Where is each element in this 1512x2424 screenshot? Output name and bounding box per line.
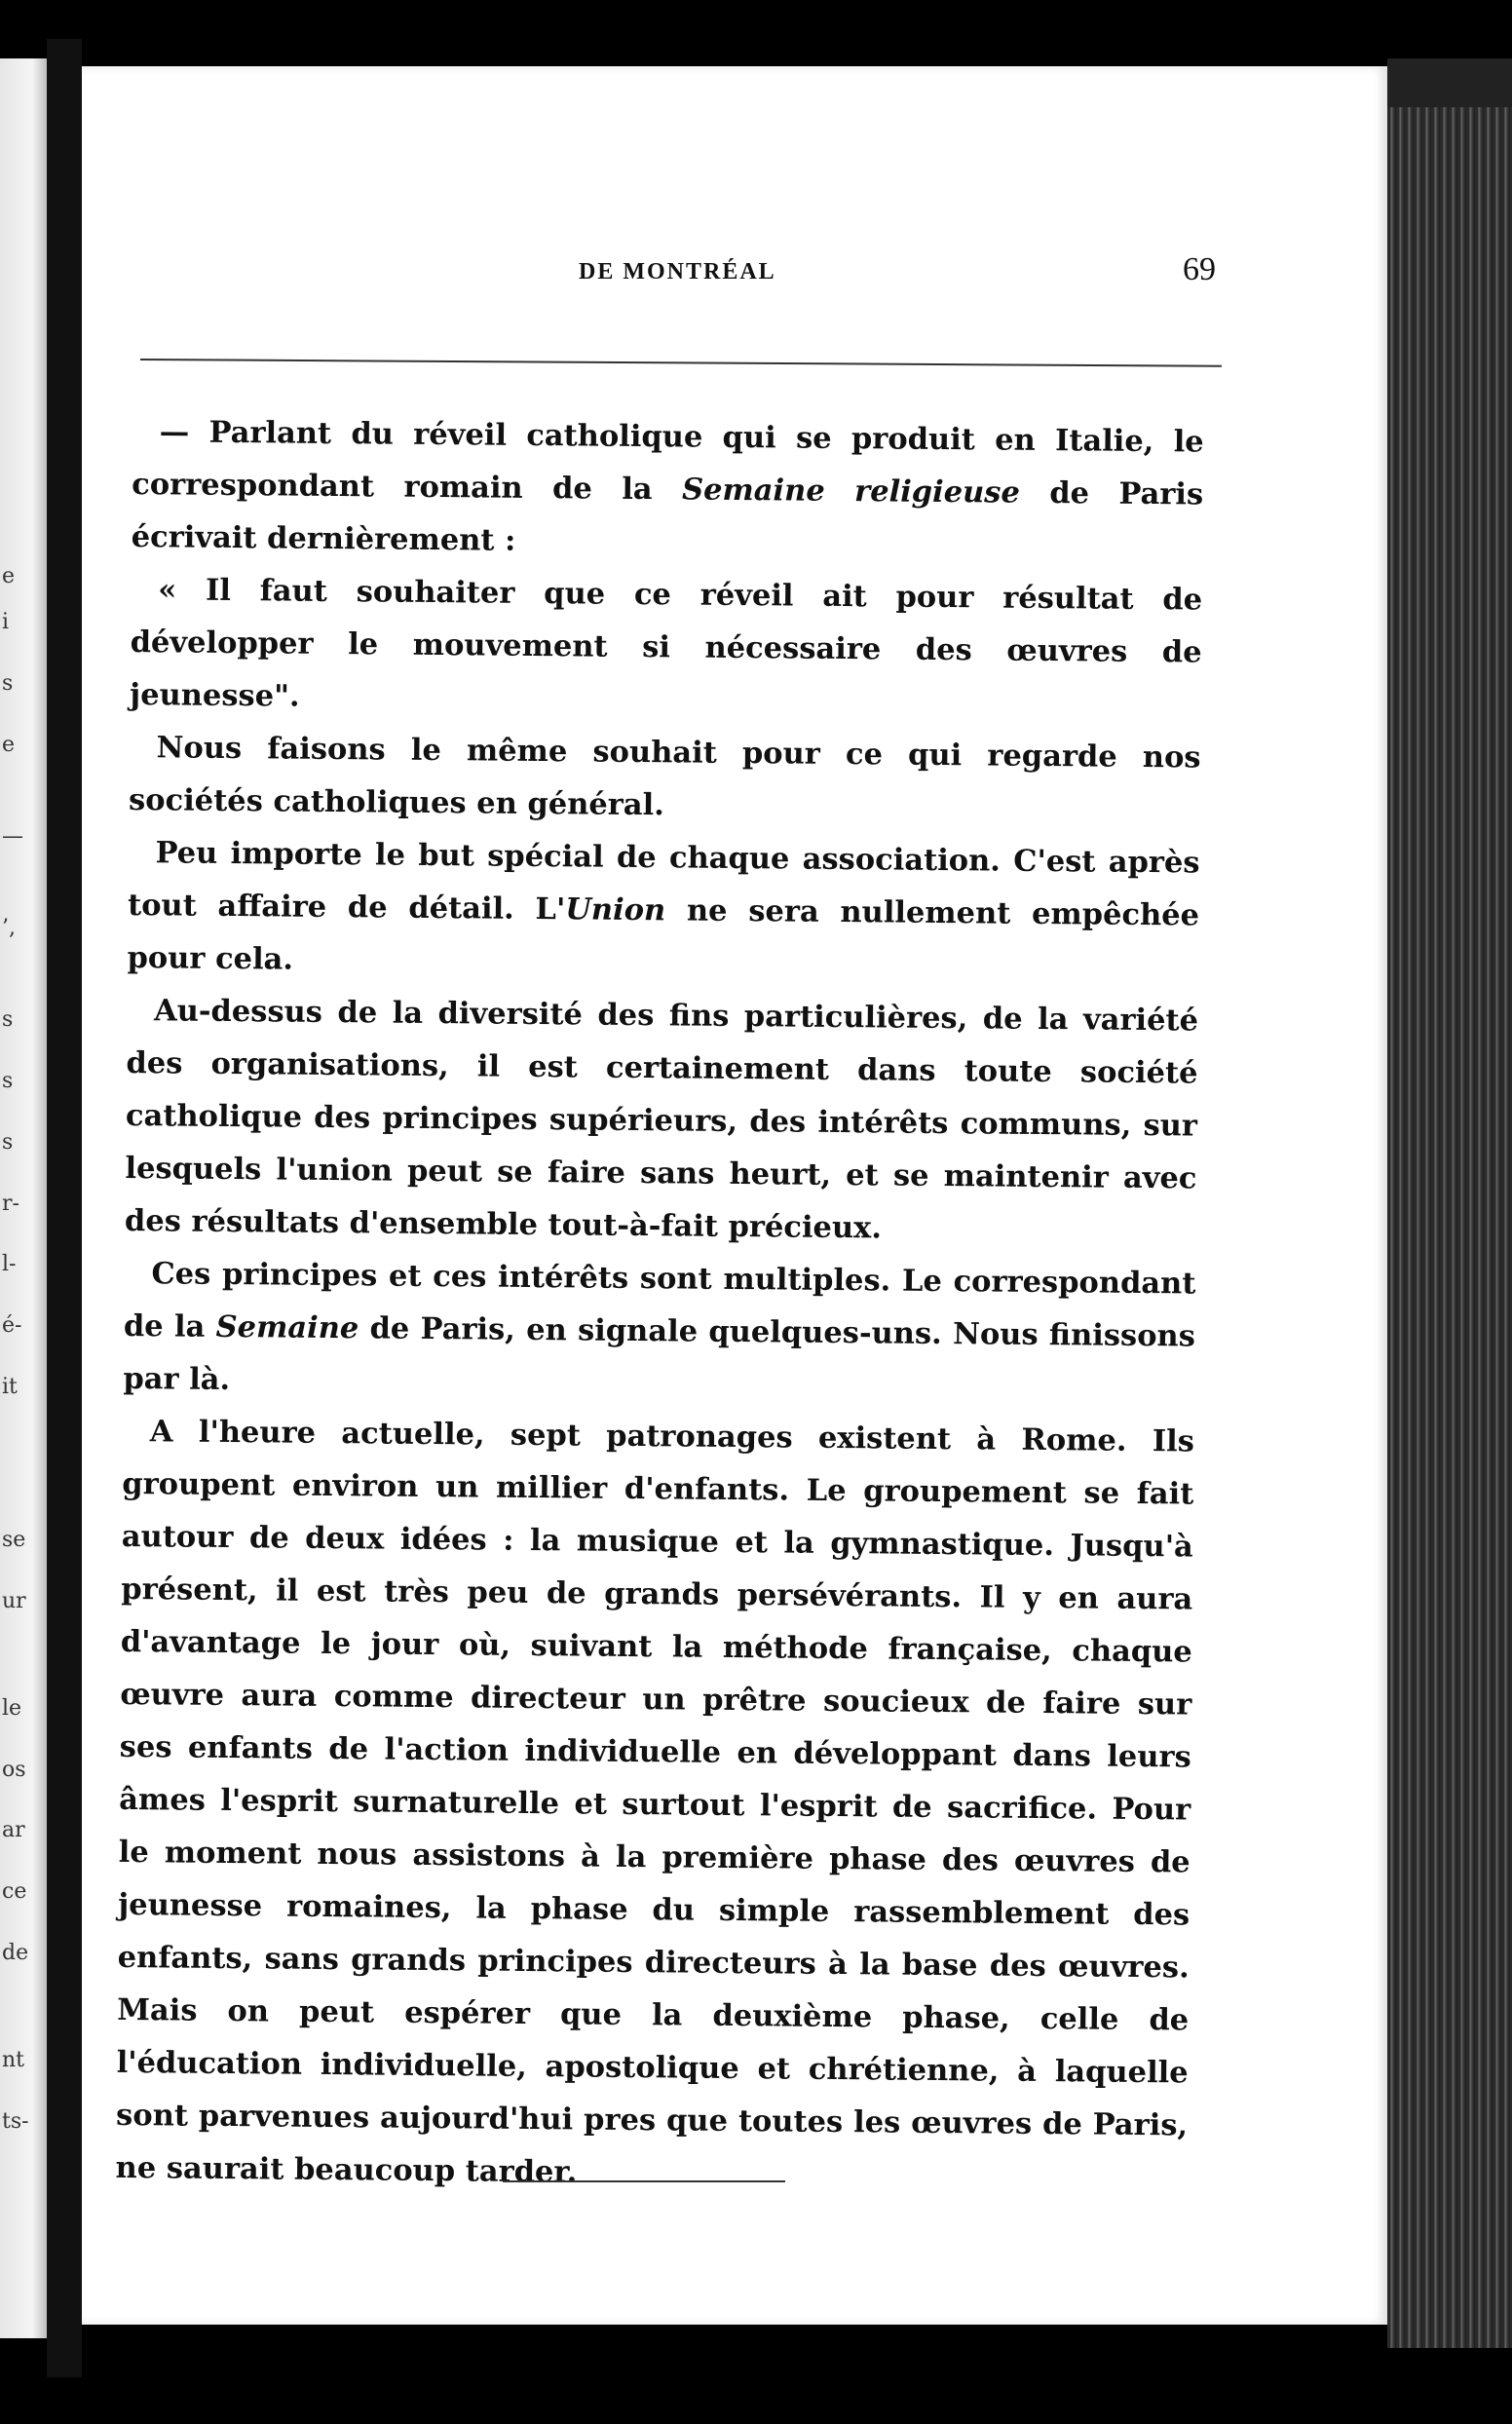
facing-page-fragment: ts- <box>2 2108 29 2134</box>
text-run: de Paris écrivait dernièrement : <box>131 474 1204 558</box>
facing-page-fragment: ce <box>2 1879 27 1905</box>
text-run: ne sera nullement empêchée pour cela. <box>127 892 1200 977</box>
text-run: Nous faisons le même souhait pour ce qui regarde nos sociétés catholiques en général. <box>128 730 1201 823</box>
text-run: Au-dessus de la diversité des fins particulières, de la variété des organisations, il est certainement dans toute société catholique des principes supérieurs, des intérêts communs, sur lesquels l'union peut se faire sans heurt, et se maintenir avec des résultats d'ensemble tout-à-fait précieux. <box>124 993 1199 1246</box>
italic-text: Union <box>565 891 666 928</box>
italic-text: Semaine <box>215 1308 359 1346</box>
facing-page-fragment: e <box>2 732 16 757</box>
facing-page-fragment: ar <box>2 1818 25 1843</box>
facing-page-fragment: de <box>2 1940 29 1965</box>
paragraph <box>125 984 1199 1258</box>
paragraph <box>123 1247 1196 1416</box>
facing-page-fragment: l- <box>2 1252 17 1277</box>
book-page <box>82 66 1387 2325</box>
text-run: de Paris, en signale quelques-uns. Nous finissons par là. <box>123 1310 1196 1398</box>
body-text <box>115 405 1204 2204</box>
facing-page-fragment: s <box>2 1007 14 1033</box>
facing-page-fragment: le <box>2 1695 22 1721</box>
page-header <box>82 66 1387 359</box>
facing-page-fragment: os <box>2 1757 26 1782</box>
text-run: A l'heure actuelle, sept patronages existent à Rome. Ils groupent environ un millier d'enfants. Le groupement se fait autour de deux idées : la musique et la gymnastique. Jusqu'à présent, il est très peu de grands persévérants. Il y en aura d'avantage le jour où, suivant la méthode française, chaque œuvre aura comme directeur un prêtre soucieux de faire sur ses enfants de l'action individuelle en développant dans leurs âmes l'esprit surnaturelle et surtout l'esprit de sacrifice. Pour le moment nous assistons à la première phase des œuvres de jeunesse romaines, la phase du simple rassemblement des enfants, sans grands principes directeurs à la base des œuvres. Mais on peut espérer que la deuxième phase, celle de l'éducation individuelle, apostolique et chrétienne, à laquelle sont parvenues aujourd'hui pres que toutes les œuvres de Paris, ne saurait beaucoup tarder. <box>115 1414 1195 2190</box>
page-stack-edges <box>1387 107 1512 2348</box>
book-gutter <box>47 39 82 2377</box>
header-rule <box>140 359 1222 367</box>
page-number: 69 <box>1183 251 1216 287</box>
paragraph <box>130 563 1203 732</box>
facing-page-fragment: é- <box>2 1313 22 1339</box>
facing-page-fragment: s <box>2 1129 14 1155</box>
facing-page-fragment: nt <box>2 2047 25 2072</box>
facing-page-fragment: ur <box>2 1588 26 1613</box>
facing-page-edge <box>0 58 47 2338</box>
paragraph <box>115 1405 1194 2205</box>
italic-text: Semaine religieuse <box>681 472 1021 511</box>
facing-page-fragment: — <box>2 823 23 849</box>
end-rule <box>503 2180 785 2182</box>
facing-page-fragment: it <box>2 1375 18 1399</box>
facing-page-fragment: e <box>2 563 16 588</box>
text-run: Ces principes et ces intérêts sont multiples. Le correspondant de la <box>123 1256 1196 1345</box>
facing-page-fragment: se <box>2 1528 26 1552</box>
paragraph <box>131 405 1204 574</box>
text-run: Peu importe le but spécial de chaque association. C'est après tout affaire de détail. L' <box>127 835 1200 928</box>
text-run: « Il faut souhaiter que ce réveil ait pour résultat de développer le mouvement si nécessaire des œuvres de jeunesse". <box>129 572 1203 714</box>
paragraph <box>127 826 1200 995</box>
text-run: — Parlant du réveil catholique qui se produit en Italie, le correspondant romain de la <box>132 414 1204 508</box>
facing-page-fragment: s <box>2 670 14 696</box>
facing-page-fragment: r- <box>2 1191 19 1216</box>
facing-page-fragment: i <box>2 610 10 634</box>
facing-page-fragment: ’, <box>2 916 16 940</box>
running-title: DE MONTRÉAL <box>579 259 776 284</box>
paragraph <box>129 721 1201 837</box>
facing-page-fragment: s <box>2 1069 14 1093</box>
